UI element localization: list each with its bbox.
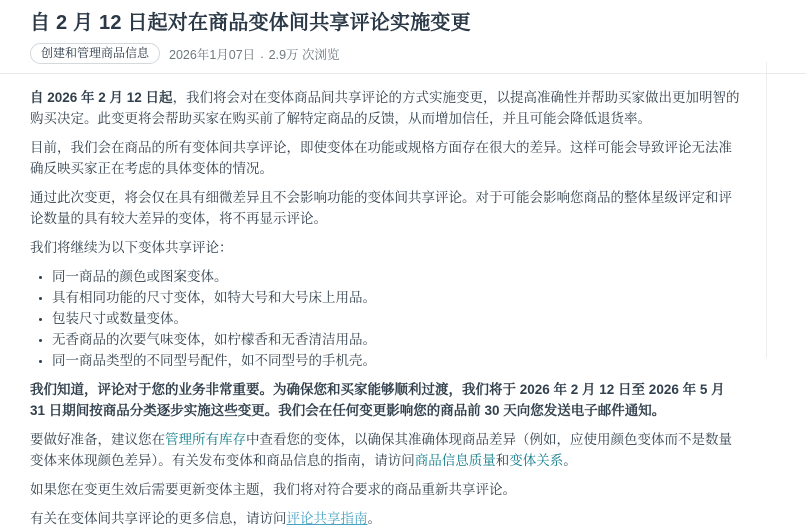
page-title: 自 2 月 12 日起对在商品变体间共享评论实施变更 bbox=[30, 12, 471, 34]
list-item: • 同一商品的颜色或图案变体。 bbox=[52, 266, 740, 287]
shared-variants-list bbox=[30, 266, 740, 371]
variation-relationships-link[interactable]: 变体关系 bbox=[509, 453, 564, 468]
manage-inventory-link[interactable]: 管理所有库存 bbox=[165, 432, 246, 447]
article-body bbox=[0, 74, 806, 529]
meta-separator: . bbox=[260, 46, 264, 61]
paragraph-rollout-timeline: 我们知道，评论对于您的业务非常重要。为确保您和买家能够顺利过渡，我们将于 2026 年 2 月 12 日至 2026 年 5 月 31 日期间按商品分类逐步实施这些变更。我们会在任何变更影响您的商品前 30 天向您发送电子邮件通知。 bbox=[30, 382, 725, 418]
paragraph-preparation bbox=[30, 429, 740, 471]
text-segment: 。 bbox=[563, 453, 577, 468]
list-item: • 具有相同功能的尺寸变体，如特大号和大号床上用品。 bbox=[52, 287, 740, 308]
paragraph-change-scope: 通过此次变更，将会仅在具有细微差异且不会影响功能的变体间共享评论。对于可能会影响您商品的整体星级评定和评论数量的具有较大差异的变体，将不再显示评论。 bbox=[30, 190, 732, 226]
publish-date: 2026年1月07日 bbox=[169, 47, 256, 62]
text-segment: 有关在变体间共享评论的更多信息，请访问 bbox=[30, 511, 287, 526]
list-item: • 包装尺寸或数量变体。 bbox=[52, 308, 740, 329]
view-count: 2.9万 次浏览 bbox=[268, 47, 340, 62]
text-segment: 。 bbox=[367, 511, 381, 526]
paragraph-intro bbox=[30, 87, 740, 129]
listing-quality-link[interactable]: 商品信息质量 bbox=[414, 453, 496, 468]
meta-row bbox=[30, 43, 776, 64]
category-badge[interactable]: 创建和管理商品信息 bbox=[30, 43, 160, 64]
paragraph-current-state: 目前，我们会在商品的所有变体间共享评论，即使变体在功能或规格方面存在很大的差异。这样可能会导致评论无法准确反映买家正在考虑的具体变体的情况。 bbox=[30, 140, 732, 176]
paragraph-list-intro: 我们将继续为以下变体共享评论： bbox=[30, 240, 233, 255]
effective-date-text: 自 2026 年 2 月 12 日起 bbox=[30, 90, 173, 105]
paragraph-theme-update: 如果您在变更生效后需要更新变体主题，我们将对符合要求的商品重新共享评论。 bbox=[30, 482, 516, 497]
text-segment: 中查看您的变体，以确保其准确体现商品差异（例如，应使用颜色变体而不是数量变体来体现颜色差异）。有关发布变体和商品信息的指南，请访问 bbox=[30, 432, 732, 468]
text-segment: 和 bbox=[495, 453, 510, 468]
header bbox=[0, 0, 806, 64]
review-sharing-guide-link[interactable]: 评论共享指南 bbox=[286, 511, 368, 526]
text-segment: 要做好准备，建议您在 bbox=[30, 432, 165, 447]
text-segment: ，我们将会对在变体商品间共享评论的方式实施变更，以提高准确性并帮助买家做出更加明智的购买决定。此变更将会帮助买家在购买前了解特定商品的反馈，从而增加信任，并且可能会降低退货率。 bbox=[30, 90, 740, 126]
list-item: • 无香商品的次要气味变体，如柠檬香和无香清洁用品。 bbox=[52, 329, 740, 350]
paragraph-more-info bbox=[30, 508, 740, 529]
panel-edge-line bbox=[766, 62, 767, 358]
list-item: • 同一商品类型的不同型号配件，如不同型号的手机壳。 bbox=[52, 350, 740, 371]
